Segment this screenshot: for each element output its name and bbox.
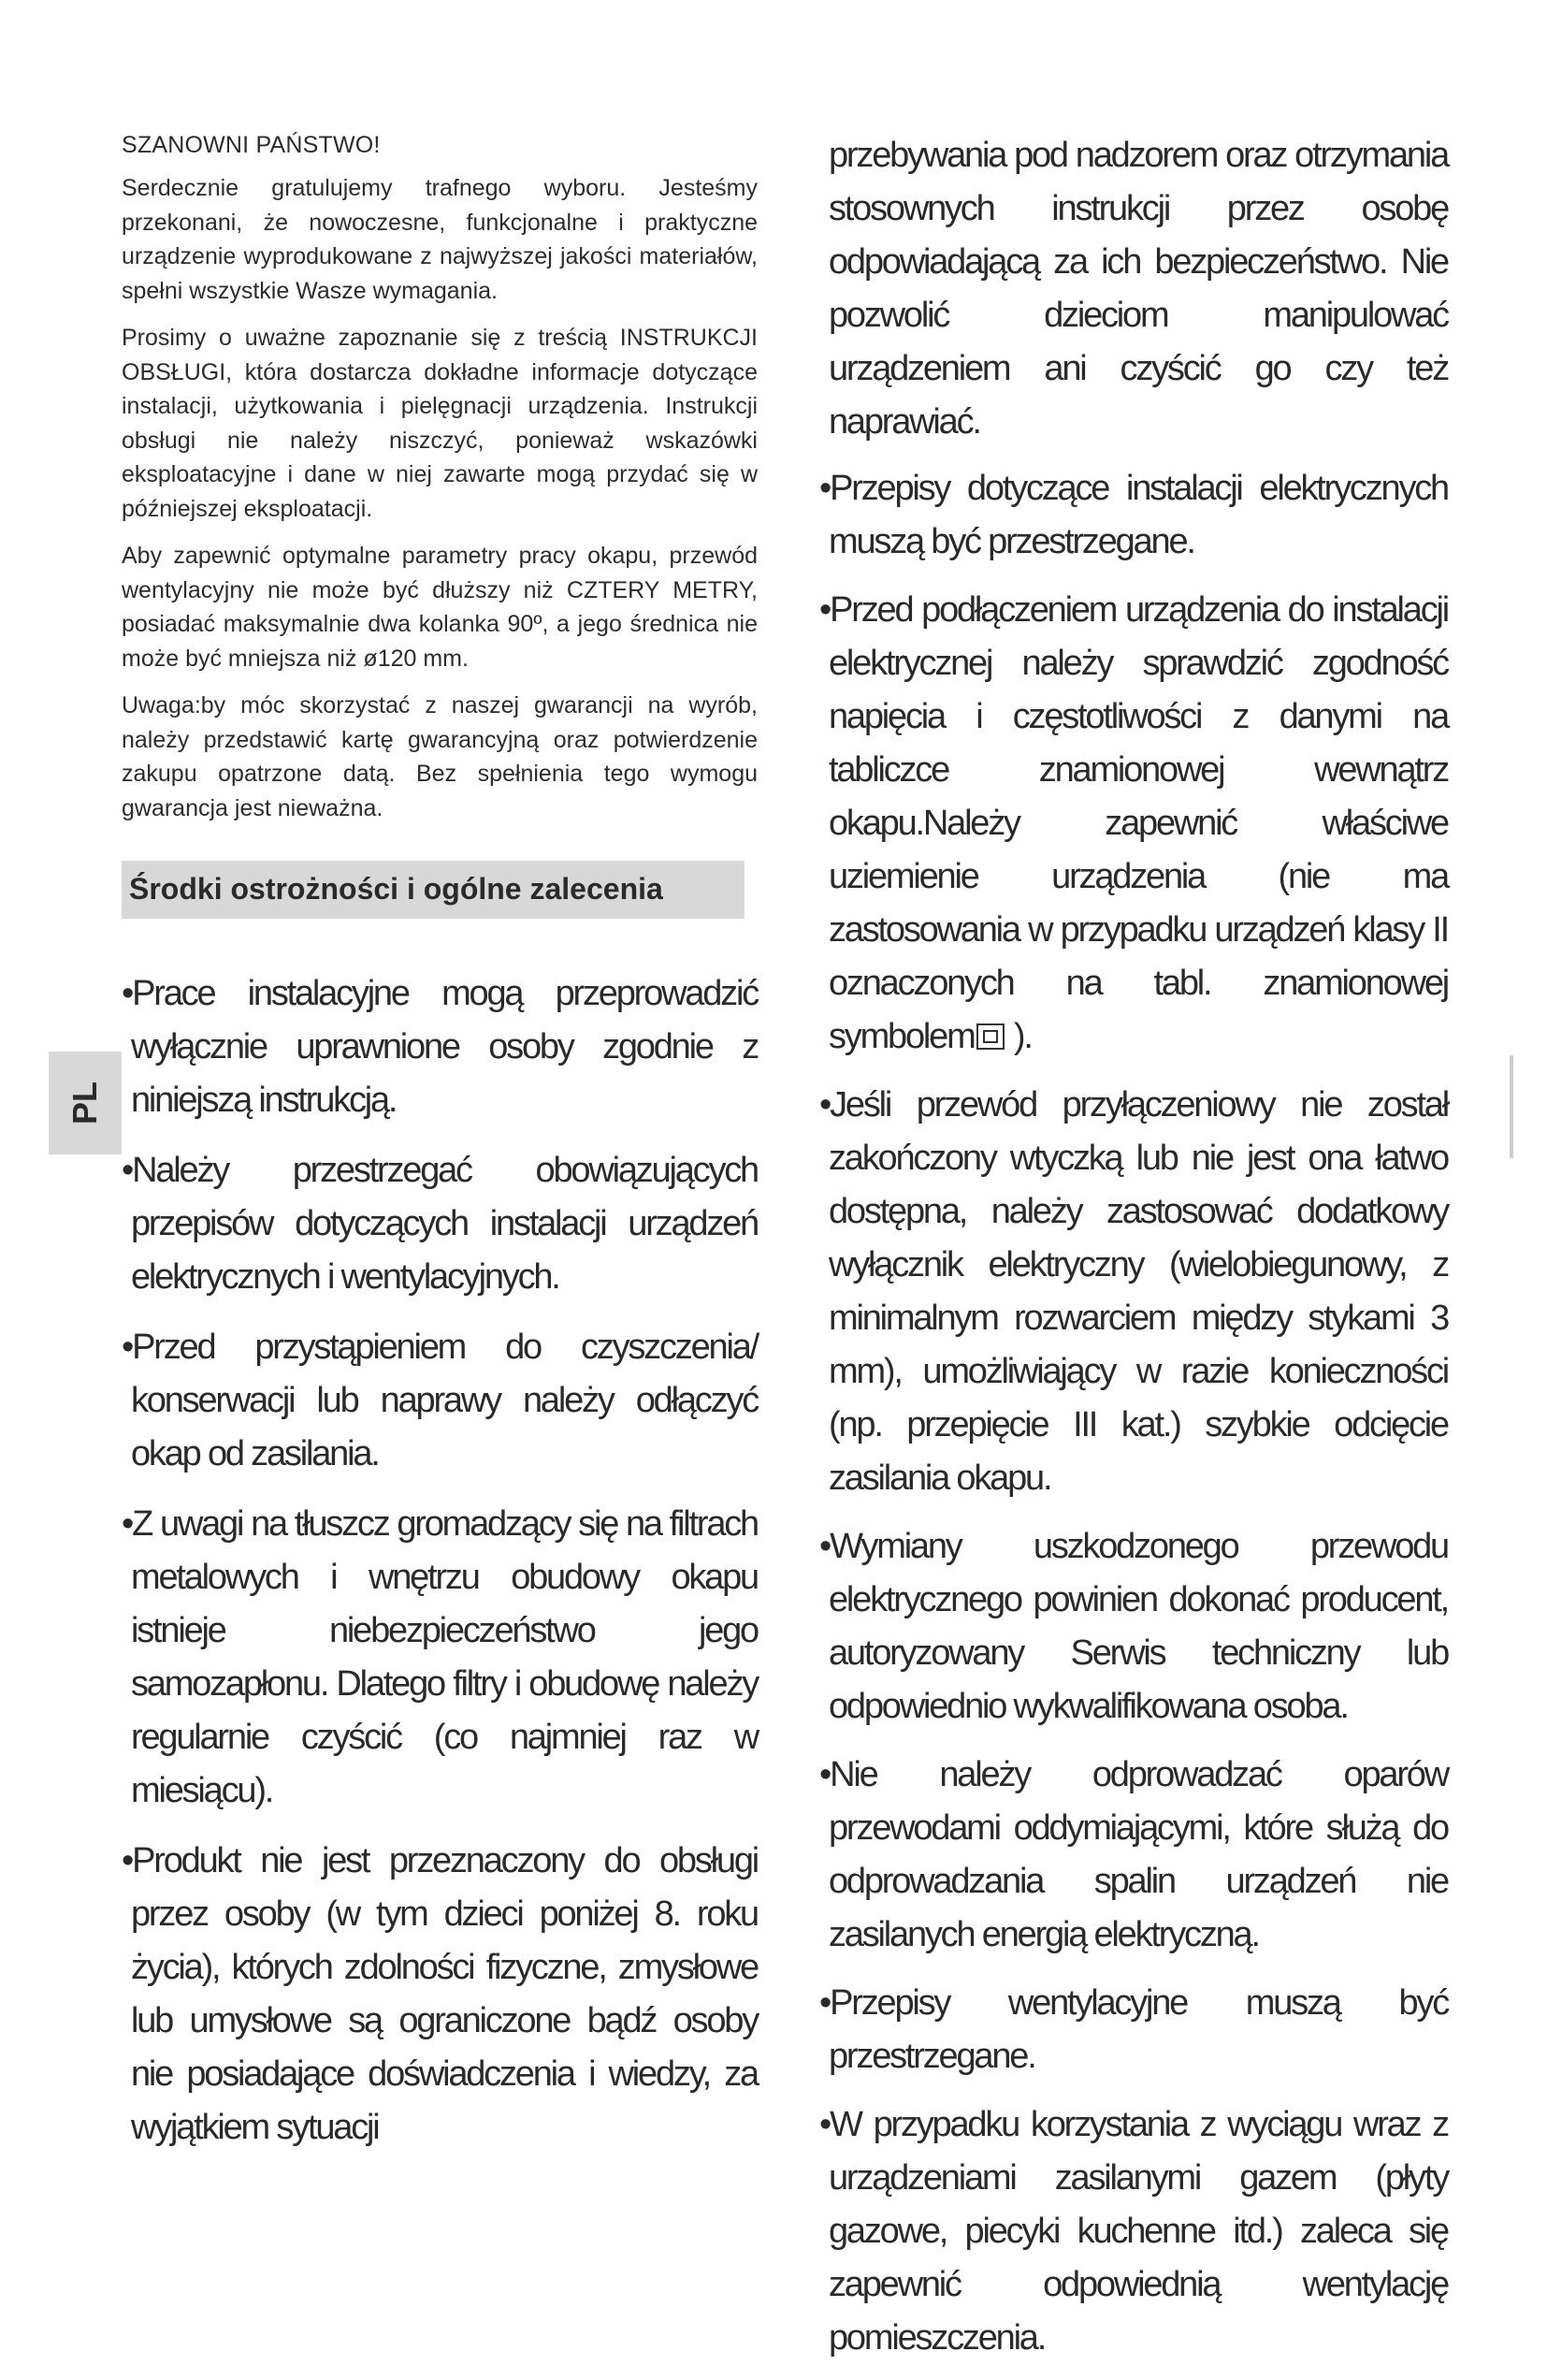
bullet-item: •Produkt nie jest przeznaczony do obsługi przez osoby (w tym dzieci poniżej 8. roku życia), których zdolności fizyczne, zmysłowe lub umysłowe są ograniczone bądź osoby nie posiadające doświadczenia i wiedzy, za wyjątkiem sytuacji xyxy=(122,1841,758,2147)
intro-text xyxy=(122,171,758,825)
page-edge-marker xyxy=(1510,1055,1513,1158)
bullet-item: •Przepisy dotyczące instalacji elektrycznych muszą być przestrzegane. xyxy=(819,469,1448,561)
bullet-suffix: ). xyxy=(1005,1017,1032,1056)
bullet-item: •Przepisy wentylacyjne muszą być przestrzegane. xyxy=(819,1983,1448,2076)
bullet-item: •Przed przystąpieniem do czyszczenia/ konserwacji lub naprawy należy odłączyć okap od zasilania. xyxy=(122,1328,758,1473)
bullet-item: •Wymiany uszkodzonego przewodu elektrycznego powinien dokonać producent, autoryzowany Serwis techniczny lub odpowiednio wykwalifikowana osoba. xyxy=(819,1527,1448,1726)
bullet-continuation: przebywania pod nadzorem oraz otrzymania stosownych instrukcji przez osobę odpowiadającą za ich bezpieczeństwo. Nie pozwolić dzieciom manipulować urządzeniem ani czyścić go czy też naprawiać. xyxy=(829,136,1448,442)
greeting: SZANOWNI PAŃSTWO! xyxy=(122,132,381,158)
language-tab-label: PL xyxy=(65,1081,104,1125)
language-tab xyxy=(49,1052,122,1154)
bullet-item: •W przypadku korzystania z wyciągu wraz z urządzeniami zasilanymi gazem (płyty gazowe, piecyki kuchenne itd.) zaleca się zapewnić odpowiednią wentylację pomieszczenia. xyxy=(819,2105,1448,2358)
bullet-item: •Z uwagi na tłuszcz gromadzący się na filtrach metalowych i wnętrzu obudowy okapu istnieje niebezpieczeństwo jego samozapłonu. Dlatego filtry i obudowę należy regularnie czyścić (co najmniej raz w miesiącu). xyxy=(122,1504,758,1810)
section-title: Środki ostrożności i ogólne zalecenia xyxy=(122,861,745,919)
double-insulation-icon xyxy=(976,1023,1005,1050)
left-column xyxy=(122,129,758,2171)
intro-paragraph: Aby zapewnić optymalne parametry pracy okapu, przewód wentylacyjny nie może być dłuższy niż CZTERY METRY, posiadać maksymalnie dwa kolanka 90º, a jego średnica nie może być mniejsza niż ø120 mm. xyxy=(122,543,758,672)
bullet-item-class2 xyxy=(819,584,1448,1064)
bullet-item: •Nie należy odprowadzać oparów przewodami oddymiającymi, które służą do odprowadzania spalin urządzeń nie zasilanych energią elektryczną. xyxy=(819,1755,1448,1954)
bullet-item: •Prace instalacyjne mogą przeprowadzić wyłącznie uprawnione osoby zgodnie z niniejszą instrukcją. xyxy=(122,974,758,1120)
bullet-item: •Należy przestrzegać obowiązujących przepisów dotyczących instalacji urządzeń elektrycznych i wentylacyjnych. xyxy=(122,1151,758,1297)
bullet-item: •Jeśli przewód przyłączeniowy nie został zakończony wtyczką lub nie jest ona łatwo dostępna, należy zastosować dodatkowy wyłącznik elektryczny (wielobiegunowy, z minimalnym rozwarciem między stykami 3 mm), umożliwiający w razie konieczności (np. przepięcie III kat.) szybkie odcięcie zasilania okapu. xyxy=(819,1085,1448,1498)
intro-paragraph: Uwaga:by móc skorzystać z naszej gwarancji na wyrób, należy przedstawić kartę gwarancyjną oraz potwierdzenie zakupu opatrzone datą. Bez spełnienia tego wymogu gwarancja jest nieważna. xyxy=(122,692,758,821)
right-column xyxy=(819,129,1448,2380)
intro-paragraph: Serdecznie gratulujemy trafnego wyboru. Jesteśmy przekonani, że nowoczesne, funkcjonalne i praktyczne urządzenie wyprodukowane z najwyższej jakości materiałów, spełni wszystkie Wasze wymagania. xyxy=(122,175,758,304)
safety-bullets-left xyxy=(122,967,758,2155)
intro-paragraph: Prosimy o uważne zapoznanie się z treścią INSTRUKCJI OBSŁUGI, która dostarcza dokładne informacje dotyczące instalacji, użytkowania i pielęgnacji urządzenia. Instrukcji obsługi nie należy niszczyć, ponieważ wskazówki eksploatacyjne i dane w niej zawarte mogą przydać się w późniejszej eksploatacji. xyxy=(122,325,758,522)
bullet-text: •Przed podłączeniem urządzenia do instalacji elektrycznej należy sprawdzić zgodność napięcia i częstotliwości z danymi na tabliczce znamionowej wewnątrz okapu.Należy zapewnić właściwe uziemienie urządzenia (nie ma zastosowania w przypadku urządzeń klasy II oznaczonych na tabl. znamionowej symbolem xyxy=(819,590,1448,1056)
